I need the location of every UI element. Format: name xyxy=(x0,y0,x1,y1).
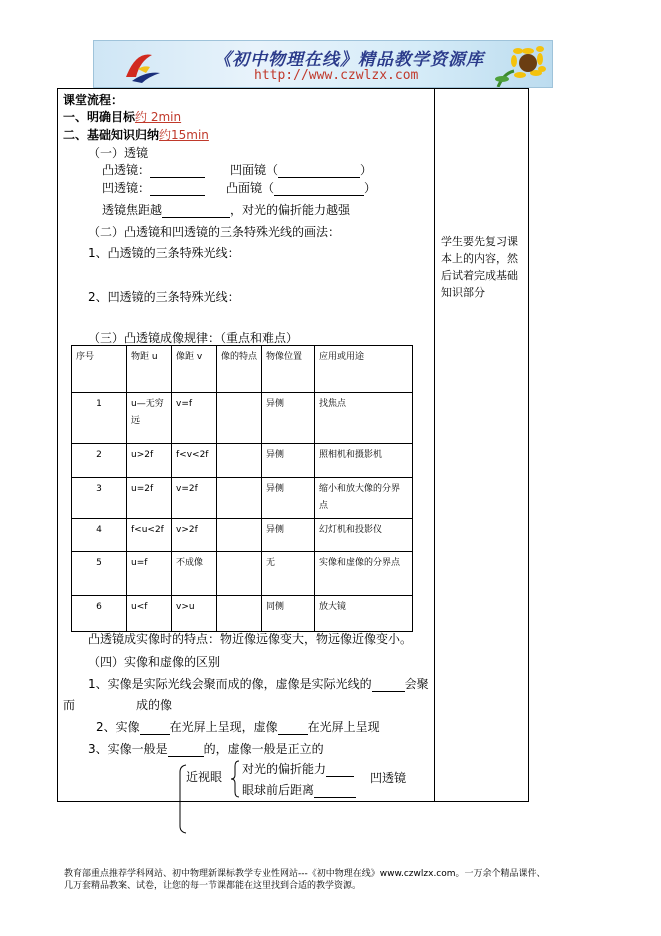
concave-mirror-label: 凹面镜（ xyxy=(230,163,279,177)
step1-label: 一、明确目标 xyxy=(63,110,136,124)
cell: 放大镜 xyxy=(315,596,413,632)
step2-label: 二、基础知识归纳 xyxy=(63,128,160,142)
header-cell: 像的特点 xyxy=(217,346,262,393)
cell: 找焦点 xyxy=(315,393,413,444)
concave-lens-label: 凹透镜 xyxy=(370,771,407,785)
inner-brace-icon xyxy=(229,760,241,798)
concave-rays-item: 2、凹透镜的三条特殊光线： xyxy=(88,290,240,304)
header-banner xyxy=(93,40,553,88)
table-header-row xyxy=(72,346,413,393)
cell: u=2f xyxy=(127,478,172,519)
cell: u>2f xyxy=(127,444,172,478)
cell: 异侧 xyxy=(262,519,315,552)
footer-line-2: 几万套精品教案、试卷，让您的每一节课都能在这里找到合适的教学资源。 xyxy=(64,881,362,891)
eye-dist-label: 眼球前后距离 xyxy=(242,783,315,797)
cell: f<u<2f xyxy=(127,519,172,552)
cell: 异侧 xyxy=(262,478,315,519)
cell: 2 xyxy=(72,444,127,478)
concave-row xyxy=(102,180,205,196)
cell[interactable] xyxy=(217,552,262,596)
convex-blank[interactable] xyxy=(150,165,205,178)
section-imaging: （三）凸透镜成像规律：（重点和难点） xyxy=(88,331,299,345)
p3-text-b: 的，虚像一般是正立的 xyxy=(203,742,324,756)
deflect-label: 对光的偏折能力 xyxy=(242,762,327,776)
site-logo-icon xyxy=(122,47,162,85)
cell: 异侧 xyxy=(262,444,315,478)
convex-row xyxy=(102,162,205,178)
cell[interactable] xyxy=(217,444,262,478)
concave-label: 凹透镜： xyxy=(102,181,151,195)
cell: 1 xyxy=(72,393,127,444)
cell: v>u xyxy=(172,596,217,632)
cell: u=f xyxy=(127,552,172,596)
p2-blank-2[interactable] xyxy=(278,722,308,735)
p3-text-a: 3、实像一般是 xyxy=(88,742,168,756)
focal-text2: ，对光的偏折能力越强 xyxy=(230,203,351,217)
cell[interactable] xyxy=(217,478,262,519)
cell: 缩小和放大像的分界点 xyxy=(315,478,413,519)
p1-end: 成的像 xyxy=(136,698,173,712)
p1-er: 而 xyxy=(63,698,76,712)
p1-suffix: 会聚 xyxy=(404,677,429,691)
column-divider xyxy=(434,88,435,802)
p2-text-a: 2、实像 xyxy=(96,720,140,734)
convex-rays-item: 1、凸透镜的三条特殊光线： xyxy=(88,246,240,260)
table-row xyxy=(72,596,413,632)
cell: 3 xyxy=(72,478,127,519)
table-row xyxy=(72,478,413,519)
table-row xyxy=(72,444,413,478)
cell: v>2f xyxy=(172,519,217,552)
focal-text: 透镜焦距越 xyxy=(102,203,163,217)
p2-text-b: 在光屏上呈现，虚像 xyxy=(169,720,278,734)
cell: 4 xyxy=(72,519,127,552)
table-row xyxy=(72,393,413,444)
real-virtual-p1 xyxy=(88,676,429,692)
eye-dist-row xyxy=(242,782,356,798)
teacher-note: 学生要先复习课本上的内容，然后试着完成基础知识部分 xyxy=(441,235,518,299)
cell: v=2f xyxy=(172,478,217,519)
section-lens: （一）透镜 xyxy=(88,146,149,160)
sunflower-icon xyxy=(490,43,548,87)
focal-row xyxy=(102,202,350,218)
cell[interactable] xyxy=(217,596,262,632)
p3-blank[interactable] xyxy=(168,744,204,757)
convex-mirror-row xyxy=(226,180,376,196)
cell: v=f xyxy=(172,393,217,444)
table-row xyxy=(72,552,413,596)
close-paren-1: ） xyxy=(360,163,373,177)
cell: 不成像 xyxy=(172,552,217,596)
concave-mirror-blank[interactable] xyxy=(278,165,360,178)
cell: u<f xyxy=(127,596,172,632)
step2-time: 约15min xyxy=(159,128,209,142)
eye-dist-blank[interactable] xyxy=(314,785,356,798)
p1-text: 1、实像是实际光线会聚而成的像，虚像是实际光线的 xyxy=(88,677,372,691)
step1 xyxy=(63,109,181,125)
concave-mirror-row xyxy=(230,162,372,178)
header-cell: 像距 v xyxy=(172,346,217,393)
close-paren-2: ） xyxy=(364,181,377,195)
lesson-heading: 课堂流程： xyxy=(63,93,124,107)
cell: 6 xyxy=(72,596,127,632)
cell[interactable] xyxy=(217,519,262,552)
step1-time: 约 2min xyxy=(135,110,182,124)
header-cell: 物像位置 xyxy=(262,346,315,393)
deflect-blank[interactable] xyxy=(326,764,354,777)
table-row xyxy=(72,519,413,552)
deflect-row xyxy=(242,761,354,777)
footer-line-1: 教育部重点推荐学科网站、初中物理新课标教学专业性网站---《初中物理在线》www.czwlzx.com。一万余个精品课件、 xyxy=(64,869,546,879)
focal-blank[interactable] xyxy=(162,205,230,218)
section-real-virtual: （四）实像和虚像的区别 xyxy=(88,655,221,669)
section-rays: （二）凸透镜和凹透镜的三条特殊光线的画法： xyxy=(88,225,341,239)
cell: 照相机和摄影机 xyxy=(315,444,413,478)
real-virtual-p3 xyxy=(88,741,324,757)
concave-blank[interactable] xyxy=(150,183,205,196)
cell: 异侧 xyxy=(262,393,315,444)
cell: 幻灯机和投影仪 xyxy=(315,519,413,552)
header-cell: 应用或用途 xyxy=(315,346,413,393)
cell: 无 xyxy=(262,552,315,596)
convex-mirror-blank[interactable] xyxy=(274,183,364,196)
imaging-rule: 凸透镜成实像时的特点：物近像远像变大，物远像近像变小。 xyxy=(88,632,413,646)
myopia-label: 近视眼 xyxy=(186,770,223,784)
real-virtual-p2 xyxy=(96,719,380,735)
header-cell: 物距 u xyxy=(127,346,172,393)
cell: f<v<2f xyxy=(172,444,217,478)
convex-mirror-label: 凸面镜（ xyxy=(226,181,275,195)
convex-label: 凸透镜： xyxy=(102,163,151,177)
p2-blank-1[interactable] xyxy=(140,722,170,735)
imaging-rules-table xyxy=(71,345,413,632)
cell: 同侧 xyxy=(262,596,315,632)
cell: 5 xyxy=(72,552,127,596)
cell: u—无穷远 xyxy=(127,393,172,444)
cell[interactable] xyxy=(217,393,262,444)
step2 xyxy=(63,127,209,143)
p2-text-c: 在光屏上呈现 xyxy=(307,720,380,734)
banner-url[interactable]: http://www.czwlzx.com xyxy=(254,68,419,83)
p1-blank[interactable] xyxy=(372,679,405,692)
banner-title: 《初中物理在线》精品教学资源库 xyxy=(214,50,484,70)
header-cell: 序号 xyxy=(72,346,127,393)
cell: 实像和虚像的分界点 xyxy=(315,552,413,596)
